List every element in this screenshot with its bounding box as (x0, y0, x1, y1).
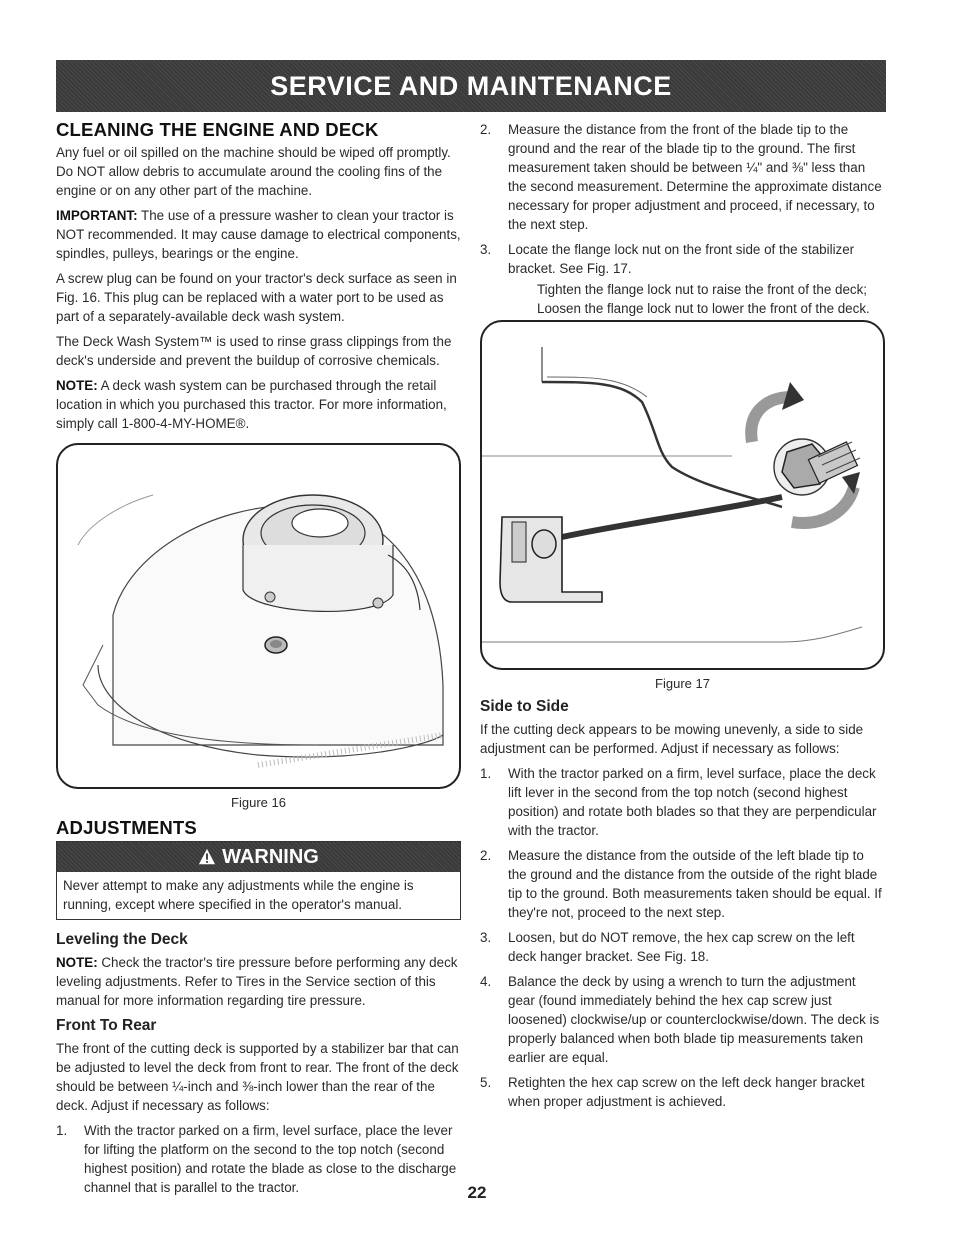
warning-text: Never attempt to make any adjustments while the engine is running, except where specified in the operator's manual. (63, 878, 414, 912)
deck-illustration (58, 445, 461, 785)
page-number: 22 (467, 1183, 487, 1202)
warning-box (56, 841, 461, 920)
section-title: SERVICE AND MAINTENANCE (270, 70, 672, 101)
warning-title: WARNING (222, 845, 319, 868)
leveling-note-text: Check the tractor's tire pressure before performing any deck leveling adjustments. Refer to Tires in the Service section of this manual for more information regarding tire pressure. (56, 955, 458, 1008)
tighten-text: Tighten the flange lock nut to raise the front of the deck; (537, 282, 868, 297)
side-to-side-heading: Side to Side (480, 698, 569, 715)
stabilizer-illustration (482, 322, 885, 666)
list-item: 2. Measure the distance from the outside of the left blade tip to the ground and the distance from the outside of the right blade tip to the ground. Both measurements taken should be equal. If they're not, proceed to the next step. (480, 848, 882, 920)
important-paragraph (56, 206, 461, 263)
list-item: 4. Balance the deck by using a wrench to turn the adjustment gear (found immediately behind the hex cap screw just loosened) clockwise/up or counterclockwise/down. The deck is properly balanced when both blade tip measurements taken earlier are equal. (480, 974, 880, 1065)
deck-wash-paragraph: The Deck Wash System™ is used to rinse grass clippings from the deck's underside and prevent the buildup of corrosive chemicals. (56, 334, 452, 368)
important-label: IMPORTANT: (56, 208, 138, 223)
warning-header (57, 842, 460, 872)
figure-17-caption: Figure 17 (655, 676, 710, 691)
side-to-side-steps (480, 764, 885, 1111)
front-to-rear-text: The front of the cutting deck is supported by a stabilizer bar that can be adjusted to level the deck from front to rear. The front of the deck should be between ¼-inch and ⅜-inch lower than the rear of the deck. Adjust if necessary as follows: (56, 1041, 459, 1113)
list-item: 3. Locate the flange lock nut on the front side of the stabilizer bracket. See Fig. 17. (480, 242, 855, 276)
list-item: 1. With the tractor parked on a firm, level surface, place the lever for lifting the platform on the second to the top notch (second highest position) and rotate the blade as close to the discharge channel that is parallel to the tractor. (56, 1123, 457, 1195)
leveling-note (56, 953, 461, 1010)
section-banner (56, 60, 886, 112)
cleaning-paragraph-1: Any fuel or oil spilled on the machine should be wiped off promptly. Do NOT allow debris to accumulate around the cooling fins of the engine or on any other part of the machine. (56, 145, 451, 198)
note-text: A deck wash system can be purchased through the retail location in which you purchased this tractor. For more information, simply call 1-800-4-MY-HOME®. (56, 378, 447, 431)
leveling-note-label: NOTE: (56, 955, 98, 970)
screw-plug-paragraph: A screw plug can be found on your tractor's deck surface as seen in Fig. 16. This plug can be replaced with a water port to be used as part of a separately-available deck wash system. (56, 271, 457, 324)
cleaning-heading: CLEANING THE ENGINE AND DECK (56, 119, 379, 140)
front-to-rear-steps-continued (480, 120, 885, 278)
list-item: 1. With the tractor parked on a firm, level surface, place the deck lift lever in the second from the top notch (second highest position) and rotate both blades so that they are perpendicular with the tractor. (480, 766, 877, 838)
list-item: 3. Loosen, but do NOT remove, the hex cap screw on the left deck hanger bracket. See Fig. 18. (480, 930, 855, 964)
list-item: 5. Retighten the hex cap screw on the left deck hanger bracket when proper adjustment is achieved. (480, 1075, 865, 1109)
left-column (56, 120, 461, 1203)
leveling-heading: Leveling the Deck (56, 931, 188, 948)
right-column (480, 120, 885, 1117)
warning-triangle-icon (198, 848, 216, 866)
important-text: The use of a pressure washer to clean your tractor is NOT recommended. It may cause damage to electrical components, spindles, pulleys, bearings or the engine. (56, 208, 461, 261)
note-label: NOTE: (56, 378, 98, 393)
side-to-side-text: If the cutting deck appears to be mowing unevenly, a side to side adjustment can be performed. Adjust if necessary as follows: (480, 722, 864, 756)
figure-16-caption: Figure 16 (231, 795, 286, 810)
front-to-rear-heading: Front To Rear (56, 1017, 157, 1034)
adjustments-heading: ADJUSTMENTS (56, 817, 197, 838)
note-paragraph (56, 376, 461, 433)
figure-16 (56, 443, 461, 789)
list-item: 2. Measure the distance from the front of the blade tip to the ground and the rear of the blade tip to the ground. The first measurement taken should be between ¼" and ⅜" less than the second measurement. Determine the approximate distance necessary for proper adjustment and proceed, if necessary, to the next step. (480, 122, 882, 232)
figure-17 (480, 320, 885, 670)
loosen-text: Loosen the flange lock nut to lower the front of the deck. (537, 301, 870, 316)
